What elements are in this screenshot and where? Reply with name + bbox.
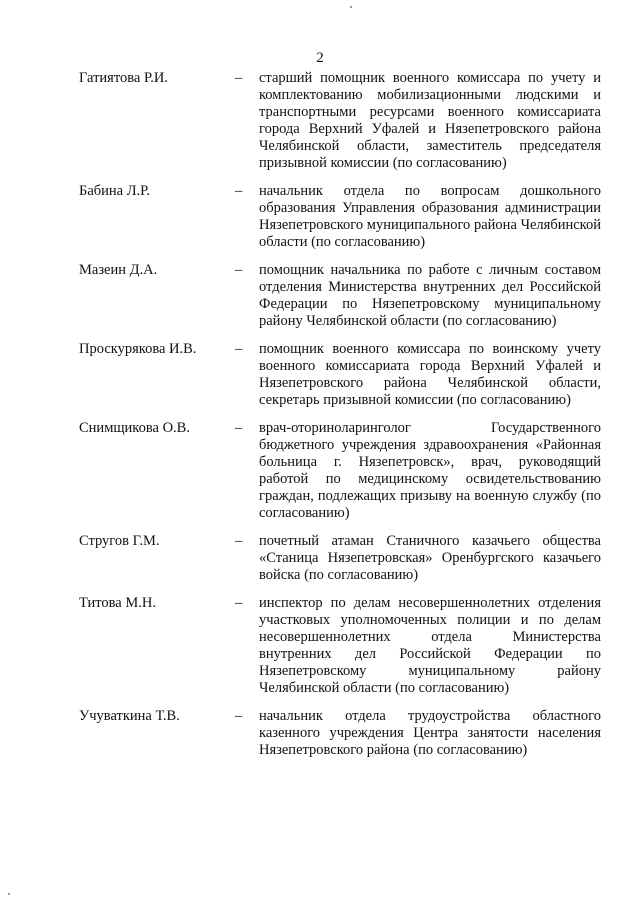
member-role: помощник военного комиссара по воинскому учету военного комиссариата города Верхний Уфалей и Нязепетровского района Челябинской области, секретарь призывной комиссии (по согласованию) [259,341,601,408]
member-dash: – [235,708,243,724]
member-role: помощник начальника по работе с личным составом отделения Министерства внутренних дел Российской Федерации по Нязепетровскому муниципальному району Челябинской области (по согласованию) [259,262,601,329]
member-row [79,708,601,759]
member-role: врач-оториноларинголог Государственного бюджетного учреждения здравоохранения «Районная больница г. Нязепетровск», врач, руководящий работой по медицинскому освидетельствованию граждан, подлежащих призыву на военную службу (по согласованию) [259,420,601,521]
member-role: начальник отдела трудоустройства областного казенного учреждения Центра занятости населения Нязепетровского района (по согласованию) [259,708,601,758]
scan-speck-bottom-left [8,893,10,895]
scan-speck-top [350,6,352,8]
member-row [79,183,601,251]
member-role: почетный атаман Станичного казачьего общества «Станица Нязепетровская» Оренбургского казачьего войска (по согласованию) [259,533,601,583]
member-row [79,70,601,172]
member-role: инспектор по делам несовершеннолетних отделения участковых уполномоченных полиции и по делам несовершеннолетних отдела Министерства внутренних дел Российской Федерации по Нязепетровскому муниципальному району Челябинской области (по согласованию) [259,595,601,696]
member-role: начальник отдела по вопросам дошкольного образования Управления образования администрации Нязепетровского муниципального района Челябинской области (по согласованию) [259,183,601,250]
member-dash: – [235,533,243,549]
member-row [79,533,601,584]
member-dash: – [235,70,243,86]
commission-member-list [79,70,601,770]
member-dash: – [235,420,243,436]
member-name: Титова М.Н. [79,595,156,611]
member-role: старший помощник военного комиссара по учету и комплектованию мобилизационными людскими и транспортными ресурсами военного комиссариата города Верхний Уфалей и Нязепетровского района Челябинской области, заместитель председателя призывной комиссии (по согласованию) [259,70,601,171]
member-row [79,341,601,409]
member-row [79,420,601,522]
member-name: Гатиятова Р.И. [79,70,168,86]
member-name: Стругов Г.М. [79,533,160,549]
member-name: Снимщикова О.В. [79,420,190,436]
member-dash: – [235,262,243,278]
member-name: Учуваткина Т.В. [79,708,180,724]
page-number: 2 [316,50,324,66]
member-name: Проскурякова И.В. [79,341,197,357]
member-dash: – [235,595,243,611]
member-row [79,595,601,697]
member-dash: – [235,183,243,199]
member-dash: – [235,341,243,357]
member-name: Бабина Л.Р. [79,183,151,199]
member-name: Мазеин Д.А. [79,262,158,278]
member-row [79,262,601,330]
